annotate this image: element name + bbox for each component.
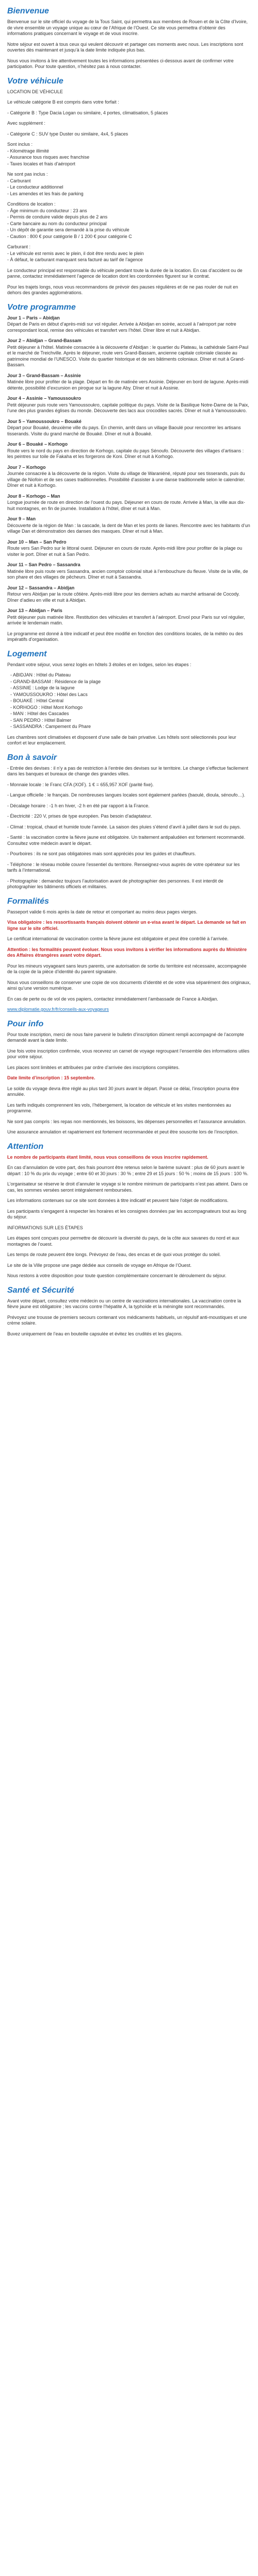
paragraph: - Entrée des devises : il n’y a pas de restriction à l’entrée des devises sur le territoire. Le change s’effectue facilement dans les banques et bureaux de change des grandes villes.	[7, 765, 249, 776]
warning-text: Visa obligatoire : les ressortissants français doivent obtenir un e-visa avant le départ. La demande se fait en ligne sur le site officiel.	[7, 920, 246, 931]
section-title-logement: Logement	[7, 649, 47, 658]
section-vehicule	[7, 76, 251, 296]
paragraph: En cas d’annulation de votre part, des frais pourront être retenus selon le barème suivant : plus de 60 jours avant le départ : 10 % du prix du voyage ; entre 60 et 30 jours : 30 % ; entre 29 et 15 jours : 50 % ; moins de 15 jours : 100 %.	[7, 1165, 249, 1176]
day-text: Petit déjeuner puis route vers Yamoussoukro, capitale politique du pays. Visite de la Basilique Notre-Dame de la Paix, l’une des plus grandes églises du monde. Découverte des lacs aux crocodiles sacrés. Dîner et nuit à Yamoussoukro.	[7, 402, 249, 413]
section-attention	[7, 1142, 251, 1279]
paragraph: Une fois votre inscription confirmée, vous recevrez un carnet de voyage regroupant l’ensemble des informations utiles pour votre séjour.	[7, 1048, 250, 1059]
paragraph: Le certificat international de vaccination contre la fièvre jaune est obligatoire et peut être contrôlé à l’arrivée.	[7, 936, 229, 941]
paragraph: Le conducteur principal est responsable du véhicule pendant toute la durée de la location. En cas d’accident ou de panne, contactez immédiatement l’agence de location dont les coordonnées figurent sur le contrat.	[7, 267, 243, 279]
day-text: Petit déjeuner puis matinée libre. Restitution des véhicules et transfert à l’aéroport. Envol pour Paris sur vol régulier, arrivée le lendemain matin.	[7, 614, 245, 625]
programme-day	[7, 608, 251, 626]
notincl-item: - Le conducteur additionnel	[7, 184, 63, 190]
section-bienvenue	[7, 6, 251, 70]
paragraph: - Téléphone : le réseau mobile couvre l’essentiel du territoire. Renseignez-vous auprès de votre opérateur sur les tarifs à l’international.	[7, 861, 240, 873]
fuel-title: Carburant :	[7, 244, 31, 249]
paragraph: - Pourboires : ils ne sont pas obligatoires mais sont appréciés pour les guides et chauffeurs.	[7, 851, 196, 856]
logement-item: - ABIDJAN : Hôtel du Plateau	[10, 672, 71, 677]
paragraph: Les informations contenues sur ce site sont données à titre indicatif et peuvent faire l’objet de modifications.	[7, 1198, 229, 1203]
programme-note: Le programme est donné à titre indicatif et peut être modifié en fonction des conditions locales, de la météo ou des impératifs d’organisation.	[7, 631, 243, 642]
section-programme	[7, 302, 251, 643]
day-heading: Jour 11 – San Pedro – Sassandra	[7, 562, 80, 567]
page	[0, 6, 258, 1352]
logement-item: - MAN : Hôtel des Cascades	[10, 711, 69, 716]
paragraph: Les étapes sont conçues pour permettre de découvrir la diversité du pays, de la côte aux savanes du nord et aux montagnes de l’ouest.	[7, 1235, 239, 1247]
logement-item: - KORHOGO : Hôtel Mont Korhogo	[10, 704, 83, 710]
cond-item: - Un dépôt de garantie sera demandé à la prise du véhicule	[7, 227, 130, 232]
warning-text: Attention : les formalités peuvent évoluer. Nous vous invitons à vérifier les informations auprès du Ministère des Affaires étrangères avant votre départ.	[7, 946, 247, 958]
paragraph: Le solde du voyage devra être réglé au plus tard 30 jours avant le départ. Passé ce délai, l’inscription pourra être annulée.	[7, 1086, 239, 1097]
paragraph: Le véhicule catégorie B est compris dans votre forfait :	[7, 99, 119, 105]
day-heading: Jour 7 – Korhogo	[7, 464, 46, 470]
programme-day	[7, 419, 251, 437]
section-title-formalites: Formalités	[7, 896, 49, 906]
paragraph: Les places sont limitées et attribuées par ordre d’arrivée des inscriptions complètes.	[7, 1064, 180, 1070]
programme-day	[7, 338, 251, 368]
day-text: Matinée libre pour profiter de la plage. Départ en fin de matinée vers Assinie. Déjeuner en bord de lagune. Après-midi détente, possibilité d’excursion en pirogue sur la lagune Aby. Dîner et nuit à Assinie.	[7, 379, 249, 391]
programme-day	[7, 465, 251, 489]
logement-item: - SAN PEDRO : Hôtel Balmer	[10, 717, 72, 723]
day-heading: Jour 10 – Man – San Pedro	[7, 539, 67, 545]
programme-day	[7, 442, 251, 460]
paragraph: L’organisateur se réserve le droit d’annuler le voyage si le nombre minimum de participants n’est pas atteint. Dans ce cas, les sommes versées seront intégralement remboursées.	[7, 1181, 248, 1193]
programme-day	[7, 315, 251, 334]
section-formalites	[7, 896, 251, 1013]
day-heading: Jour 9 – Man	[7, 516, 36, 521]
programme-days	[7, 315, 251, 626]
section-pour-info	[7, 1019, 251, 1136]
programme-day	[7, 396, 251, 414]
programme-day	[7, 516, 251, 535]
info-title: INFORMATIONS SUR LES ÉTAPES	[7, 1225, 83, 1230]
vehicule-cat-c: - Catégorie C : SUV type Duster ou similaire, 4x4, 5 places	[7, 131, 128, 137]
logement-item: - BOUAKÉ : Hôtel Central	[10, 698, 64, 703]
day-text: Découverte de la région de Man : la cascade, la dent de Man et les ponts de lianes. Rencontre avec les habitants d’un village Dan et démonstration des danses des masques. Dîner et nuit à Man.	[7, 522, 250, 534]
programme-day	[7, 585, 251, 604]
incl-title: Sont inclus :	[7, 142, 33, 147]
paragraph: - Décalage horaire : -1 h en hiver, -2 h en été par rapport à la France.	[7, 803, 150, 808]
paragraph: Nous restons à votre disposition pour toute question complémentaire concernant le déroulement du séjour.	[7, 1273, 227, 1278]
vehicule-intro: LOCATION DE VÉHICULE	[7, 89, 63, 94]
cond-item: - Carte bancaire au nom du conducteur principal	[7, 221, 107, 226]
section-title-sante: Santé et Sécurité	[7, 1285, 74, 1295]
day-text: Départ pour Bouaké, deuxième ville du pays. En chemin, arrêt dans un village Baoulé pour rencontrer les artisans tisserands. Visite du grand marché de Bouaké. Dîner et nuit à Bouaké.	[7, 425, 241, 436]
logement-item: - SASSANDRA : Campement du Phare	[10, 724, 91, 729]
cond-title: Conditions de location :	[7, 201, 56, 207]
notincl-item: - Carburant	[7, 178, 31, 183]
day-heading: Jour 5 – Yamoussoukro – Bouaké	[7, 418, 82, 424]
paragraph: Une assurance annulation et rapatriement est fortement recommandée et peut être souscrite lors de l’inscription.	[7, 1129, 239, 1134]
paragraph: Nous vous invitons à lire attentivement toutes les informations présentées ci-dessous avant de confirmer votre participation. Pour toute question, n’hésitez pas à nous contacter.	[7, 58, 234, 69]
day-text: Retour vers Abidjan par la route côtière. Après-midi libre pour les derniers achats au marché artisanal de Cocody. Dîner d’adieu en ville et nuit à Abidjan.	[7, 591, 240, 603]
vehicule-cat-b: - Catégorie B : Type Dacia Logan ou similaire, 4 portes, climatisation, 5 places	[7, 110, 168, 115]
paragraph: Le site de la Ville propose une page dédiée aux conseils de voyage en Afrique de l’Ouest.	[7, 1262, 192, 1268]
warning-text: Le nombre de participants étant limité, nous vous conseillons de vous inscrire rapidement.	[7, 1154, 208, 1160]
incl-item: - Taxes locales et frais d’aéroport	[7, 161, 75, 166]
programme-day	[7, 373, 251, 392]
paragraph: Notre séjour est ouvert à tous ceux qui veulent découvrir et partager ces moments avec nous. Les inscriptions sont ouvertes dès maintenant et jusqu’à la date limite indiquée plus bas.	[7, 41, 244, 53]
notincl-title: Ne sont pas inclus :	[7, 172, 48, 177]
day-text: Route vers San Pedro sur le littoral ouest. Déjeuner en cours de route. Après-midi libre pour profiter de la plage ou visiter le port. Dîner et nuit à San Pedro.	[7, 546, 243, 557]
day-heading: Jour 12 – Sassandra – Abidjan	[7, 585, 75, 590]
paragraph: Avant votre départ, consultez votre médecin ou un centre de vaccinations internationales. La vaccination contre la fièvre jaune est obligatoire ; les vaccins contre l’hépatite A, la typhoïde et la méningite sont recommandés.	[7, 1298, 241, 1309]
section-bon-a-savoir	[7, 753, 251, 890]
deadline-text: Date limite d’inscription : 15 septembre.	[7, 1075, 95, 1080]
section-title-bon-a-savoir: Bon à savoir	[7, 753, 57, 762]
cond-item: - Âge minimum du conducteur : 23 ans	[7, 208, 87, 213]
day-text: Journée consacrée à la découverte de la région. Visite du village de Waraniéné, réputé pour ses tisserands, puis du village de Niofoin et de ses cases traditionnelles. Possibilité d’assister à une danse traditionnelle selon le calendrier. Dîner et nuit à Korhogo.	[7, 471, 245, 488]
programme-day	[7, 494, 251, 512]
paragraph: Nous vous conseillons de conserver une copie de vos documents d’identité et de votre visa séparément des originaux, ainsi qu’une version numérique.	[7, 979, 251, 991]
paragraph: Pour toute inscription, merci de nous faire parvenir le bulletin d’inscription dûment rempli accompagné de l’acompte demandé avant la date limite.	[7, 1031, 244, 1043]
day-text: Longue journée de route en direction de l’ouest du pays. Déjeuner en cours de route. Arrivée à Man, la ville aux dix-huit montagnes, en fin de journée. Installation à l’hôtel, dîner et nuit à Man.	[7, 500, 245, 511]
paragraph: - Langue officielle : le français. De nombreuses langues locales sont également parlées (baoulé, dioula, sénoufo…).	[7, 792, 246, 798]
day-heading: Jour 8 – Korhogo – Man	[7, 493, 60, 499]
section-sante	[7, 1285, 251, 1337]
logement-item: - YAMOUSSOUKRO : Hôtel des Lacs	[10, 691, 88, 697]
day-text: Route vers le nord du pays en direction de Korhogo, capitale du pays Sénoufo. Découverte des villages d’artisans : les peintres sur toile de Fakaha et les forgerons de Koni. Dîner et nuit à Korhogo.	[7, 448, 244, 459]
paragraph: Les tarifs indiqués comprennent les vols, l’hébergement, la location de véhicule et les visites mentionnées au programme.	[7, 1102, 231, 1113]
logement-item: - GRAND-BASSAM : Résidence de la plage	[10, 679, 101, 684]
paragraph: - Électricité : 220 V, prises de type européen. Pas besoin d’adaptateur.	[7, 814, 152, 819]
paragraph: Les chambres sont climatisées et disposent d’une salle de bain privative. Les hôtels sont sélectionnés pour leur confort et leur emplacement.	[7, 734, 236, 745]
day-text: Matinée libre puis route vers Sassandra, ancien comptoir colonial situé à l’embouchure du fleuve. Visite de la ville, de son phare et des villages de pêcheurs. Dîner et nuit à Sassandra.	[7, 568, 248, 580]
incl-item: - Kilométrage illimité	[7, 148, 50, 154]
day-text: Départ de Paris en début d’après-midi sur vol régulier. Arrivée à Abidjan en soirée, accueil à l’aéroport par notre correspondant local, remise des véhicules et transfert vers l’hôtel. Dîner libre et nuit à Abidjan.	[7, 321, 236, 333]
day-heading: Jour 4 – Assinie – Yamoussoukro	[7, 396, 82, 401]
paragraph: - Photographie : demandez toujours l’autorisation avant de photographier des personnes. Il est interdit de photographier les bâtiments officiels et militaires.	[7, 878, 223, 889]
incl-item: - Assurance tous risques avec franchise	[7, 155, 90, 160]
notincl-item: - Les amendes et les frais de parking	[7, 191, 84, 196]
paragraph: Ne sont pas compris : les repas non mentionnés, les boissons, les dépenses personnelles et l’assurance annulation.	[7, 1118, 247, 1124]
paragraph: Les participants s’engagent à respecter les horaires et les consignes données par les accompagnateurs tout au long du séjour.	[7, 1208, 247, 1219]
section-title-bienvenue: Bienvenue	[7, 7, 49, 15]
paragraph: Prévoyez une trousse de premiers secours contenant vos médicaments habituels, un répulsif anti-moustiques et une crème solaire.	[7, 1314, 247, 1326]
paragraph: Pour les trajets longs, nous vous recommandons de prévoir des pauses régulières et de ne pas rouler de nuit en dehors des grandes agglomérations.	[7, 284, 238, 295]
day-heading: Jour 1 – Paris – Abidjan	[7, 315, 60, 320]
logement-list	[7, 672, 251, 730]
day-heading: Jour 13 – Abidjan – Paris	[7, 608, 62, 613]
paragraph: - Santé : la vaccination contre la fièvre jaune est obligatoire. Un traitement antipaludéen est fortement recommandé. Consultez votre médecin avant le départ.	[7, 835, 246, 846]
section-title-attention: Attention	[7, 1142, 44, 1151]
section-title-pour-info: Pour info	[7, 1019, 44, 1028]
paragraph: En cas de perte ou de vol de vos papiers, contactez immédiatement l’ambassade de France à Abidjan.	[7, 996, 218, 1002]
programme-day	[7, 562, 251, 581]
day-heading: Jour 6 – Bouaké – Korhogo	[7, 442, 68, 447]
paragraph: - Climat : tropical, chaud et humide toute l’année. La saison des pluies s’étend d’avril à juillet dans le sud du pays.	[7, 824, 241, 829]
fuel-item: - À défaut, le carburant manquant sera facturé au tarif de l’agence	[7, 257, 143, 262]
paragraph: - Monnaie locale : le Franc CFA (XOF). 1 € = 655,957 XOF (parité fixe).	[7, 782, 154, 787]
day-heading: Jour 2 – Abidjan – Grand-Bassam	[7, 338, 82, 343]
paragraph: Les temps de route peuvent être longs. Prévoyez de l’eau, des encas et de quoi vous protéger du soleil.	[7, 1252, 221, 1257]
paragraph: Buvez uniquement de l’eau en bouteille capsulée et évitez les crudités et les glaçons.	[7, 1331, 183, 1336]
fuel-item: - Le véhicule est remis avec le plein, il doit être rendu avec le plein	[7, 250, 144, 256]
paragraph: Pour les mineurs voyageant sans leurs parents, une autorisation de sortie du territoire est nécessaire, accompagnée de la copie de la pièce d’identité du parent signataire.	[7, 963, 247, 974]
paragraph: Passeport valide 6 mois après la date de retour et comportant au moins deux pages vierges.	[7, 909, 198, 914]
section-title-programme: Votre programme	[7, 302, 76, 312]
programme-day	[7, 539, 251, 558]
section-title-vehicule: Votre véhicule	[7, 76, 63, 86]
day-text: Petit déjeuner à l’hôtel. Matinée consacrée à la découverte d’Abidjan : le quartier du Plateau, la cathédrale Saint-Paul et le marché de Treichville. Après le déjeuner, route vers Grand-Bassam, ancienne capitale coloniale classée au patrimoine mondial de l’UNESCO. Visite du quartier historique et de ses bâtiments coloniaux. Dîner et nuit à Grand-Bassam.	[7, 344, 249, 367]
cond-item: - Permis de conduire valide depuis plus de 2 ans	[7, 214, 108, 219]
vehicule-avail: Avec supplément :	[7, 121, 45, 126]
logement-intro: Pendant votre séjour, vous serez logés en hôtels 3 étoiles et en lodges, selon les étapes :	[7, 662, 191, 667]
section-logement	[7, 649, 251, 747]
cond-item: - Caution : 800 € pour catégorie B / 1 200 € pour catégorie C	[7, 233, 132, 239]
logement-item: - ASSINIE : Lodge de la lagune	[10, 685, 75, 690]
day-heading: Jour 3 – Grand-Bassam – Assinie	[7, 372, 81, 378]
paragraph: Bienvenue sur le site officiel du voyage de la Tous Saint, qui permettra aux membres de Rouen et de la Côte d’Ivoire, de vivre ensemble un voyage unique au cœur de l’Afrique de l’Ouest. Ce site vous permettra d’obtenir des informations pratiques concernant le voyage et de vous inscrire.	[7, 19, 248, 36]
diplomatie-link[interactable]: www.diplomatie.gouv.fr/fr/conseils-aux-voyageurs	[7, 1007, 109, 1012]
